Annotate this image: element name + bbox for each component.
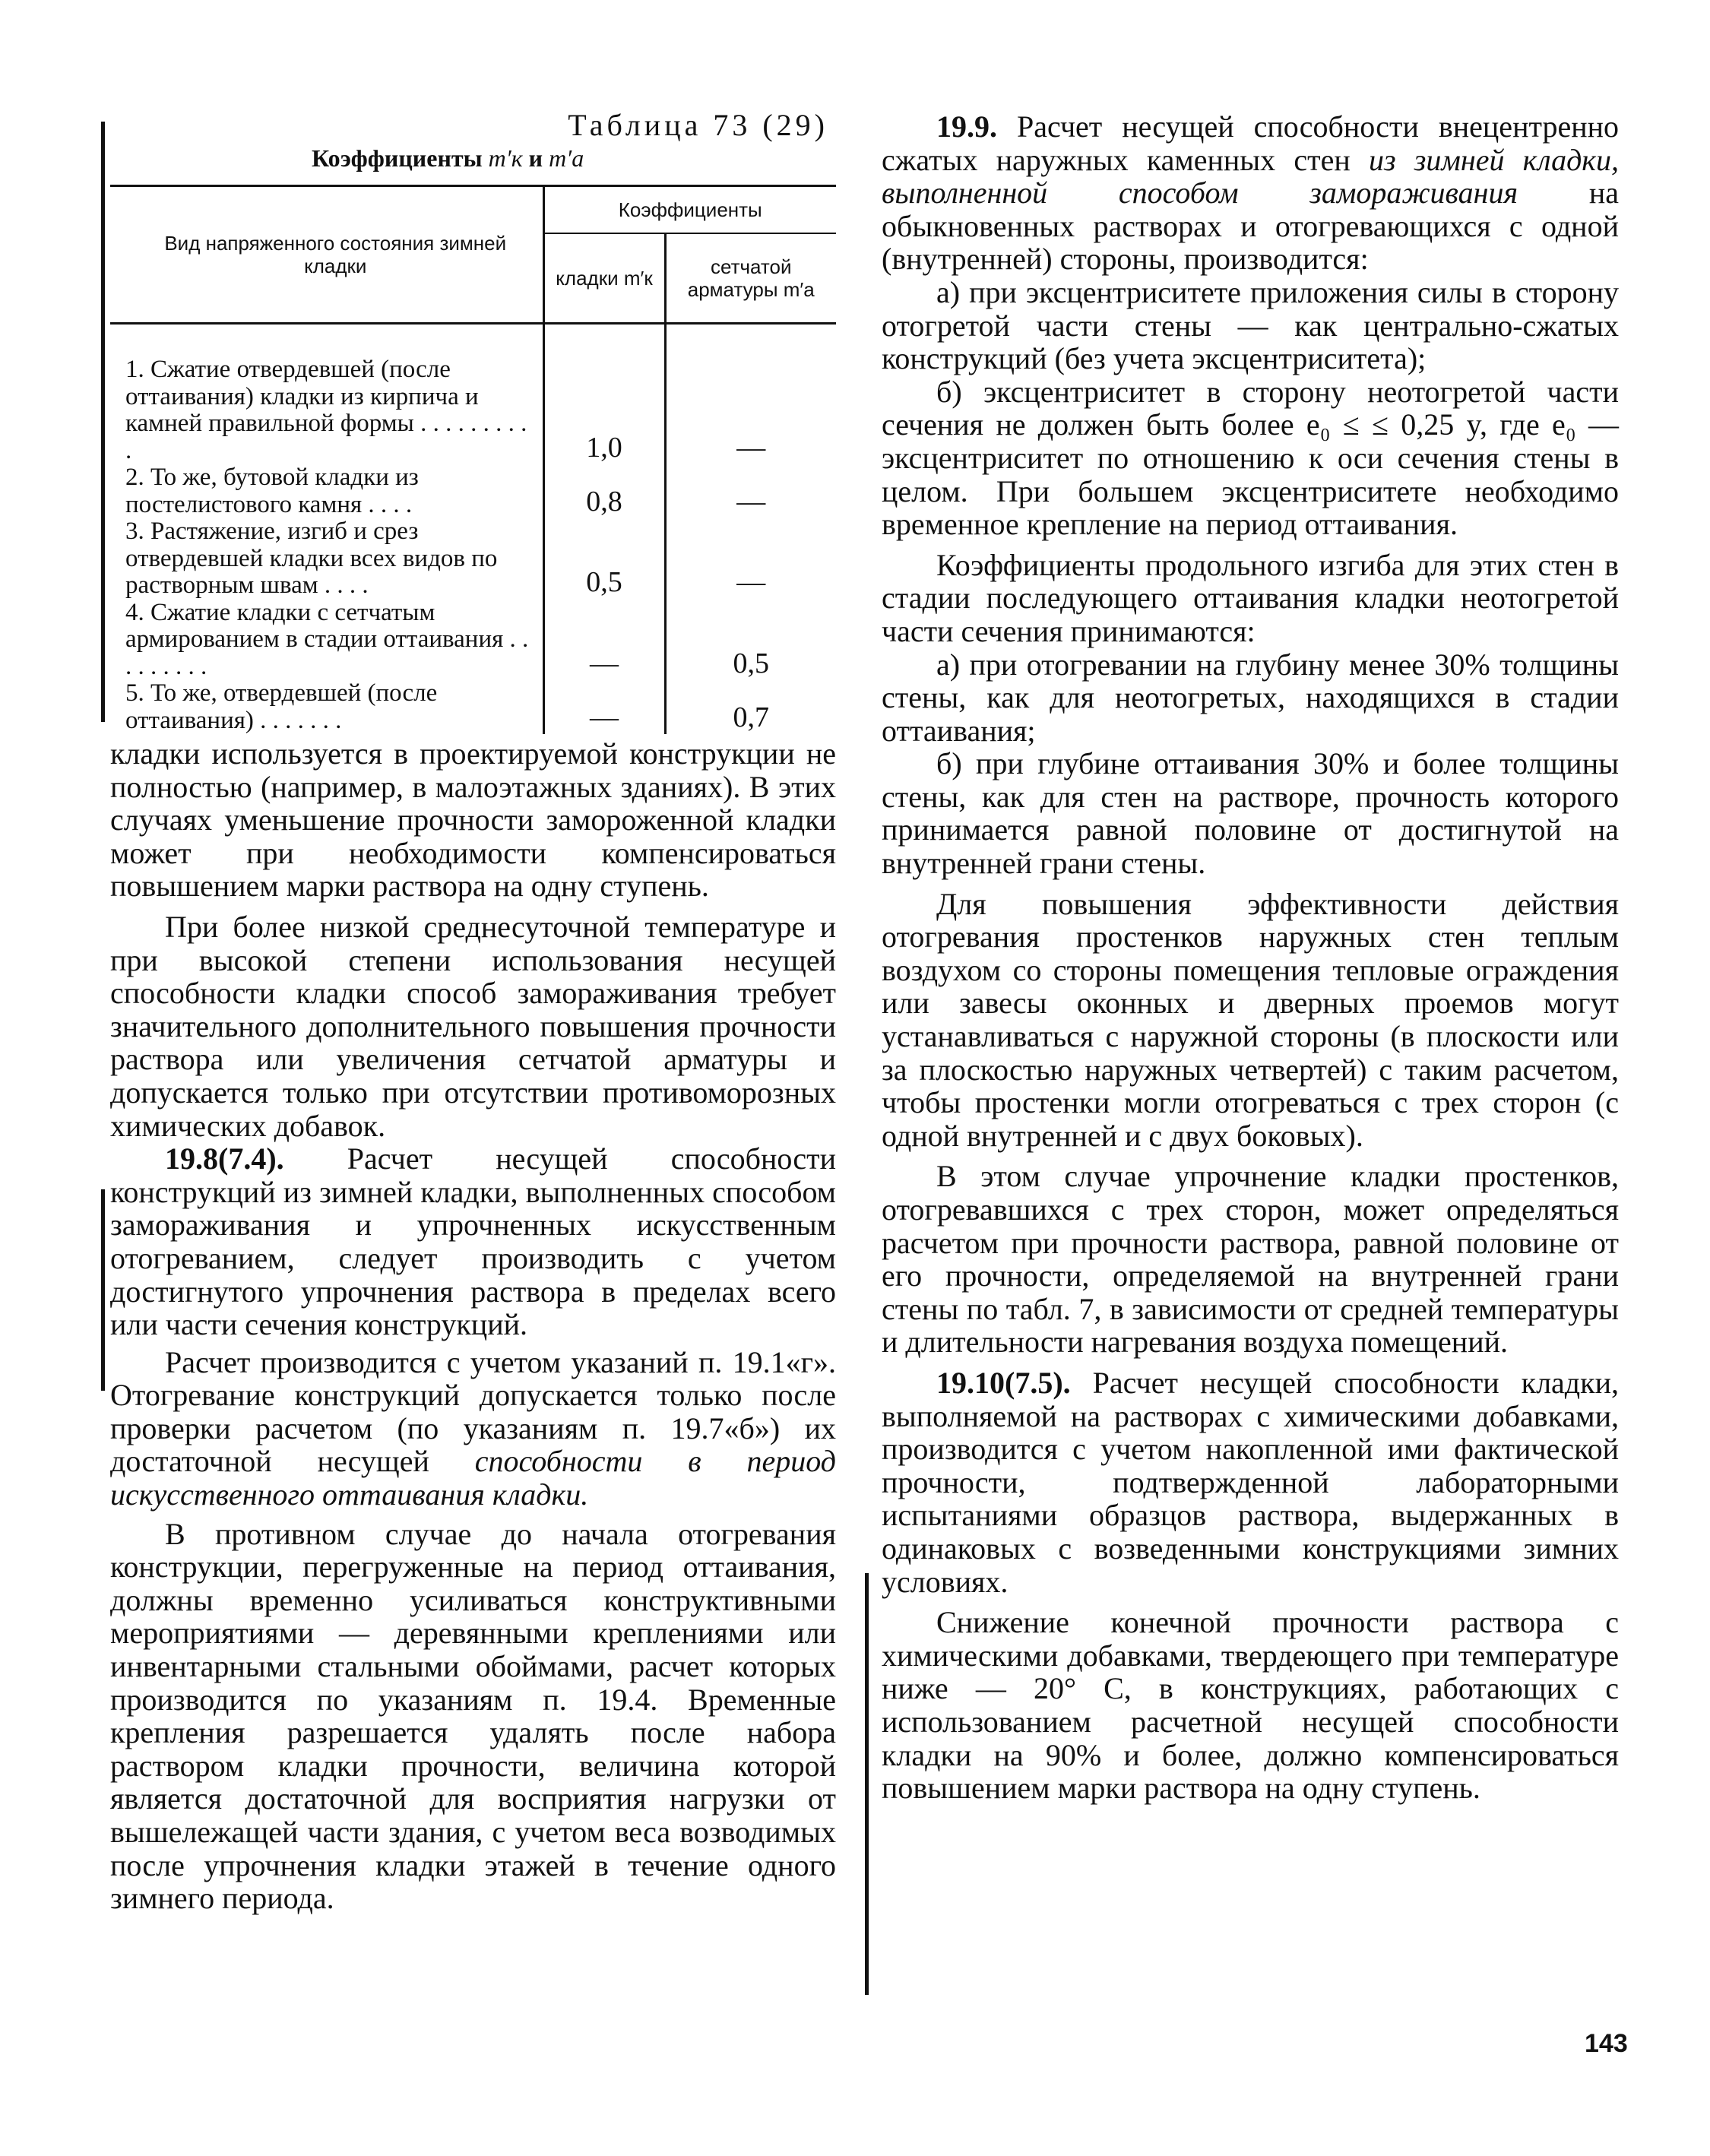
table-row bbox=[110, 518, 836, 600]
row-ma: — bbox=[665, 518, 836, 600]
paragraph: В противном случае до начала отогревания конструкции, перегруженные на период оттаивания, должны временно усиливаться конструктивными мероприятиями — деревянными креплениями или инвентарными стальными обоймами, расчет которых производится по указаниям п. 19.4. Временные крепления разрешается удалять после набора раствором кладки прочности, величина которой является достаточной для восприятия нагрузки от вышележащей части здания, с учетом веса возводимых после упрочнения кладки этажей в течение одного зимнего периода. bbox=[110, 1516, 836, 1916]
paragraph: Расчет производится с учетом указаний п. 19.1«г». Отогревание конструкций допускается только после проверки расчетом (по указаниям п. 19.7«б») их достаточной несущей способности в период искусственного оттаивания кладки. bbox=[110, 1344, 837, 1512]
row-ma: — bbox=[665, 324, 836, 465]
row-ma: 0,7 bbox=[665, 680, 836, 734]
change-bar-19-10 bbox=[865, 1573, 869, 1995]
table-caption: Коэффициенты m′к и m′а bbox=[312, 144, 584, 172]
section-number: 19.9. bbox=[936, 109, 997, 144]
paragraph: а) при отогревании на глубину менее 30% толщины стены, как для неотогретых, находящихся в стадии оттаивания; bbox=[882, 647, 1619, 748]
row-mk: 0,5 bbox=[543, 518, 665, 600]
header-coeffs: Коэффициенты bbox=[543, 186, 836, 234]
paragraph: б) при глубине оттаивания 30% и более толщины стены, как для стен на растворе, прочность которого принимается равной половине от достигнутой на внутренней грани стены. bbox=[882, 746, 1619, 881]
section-19-10: 19.10(7.5). Расчет несущей способности кладки, выполняемой на растворах с химическими добавками, производится с учетом накопленной ими фактической прочности, подтвержденной лабораторными испытаниями образцов раствора, выдержанных в одинаковых с возведенными конструкциями зимних условиях. bbox=[882, 1365, 1619, 1599]
row-desc: 2. То же, бутовой кладки из постелистового камня . . . . bbox=[125, 464, 419, 518]
paragraph: а) при эксцентриситете приложения силы в сторону отогретой части стены — как центрально-сжатых конструкций (без учета эксцентриситета); bbox=[882, 274, 1619, 376]
row-mk: 0,8 bbox=[543, 464, 665, 518]
row-ma: 0,5 bbox=[665, 600, 836, 681]
row-mk: — bbox=[543, 600, 665, 681]
paragraph: б) эксцентриситет в сторону неотогретой части сечения не должен быть более e₀ ≤ ≤ 0,25 y, где e₀ — эксцентриситет по отношению к оси сечения стены в целом. При большем эксцентриситете необходимо временное крепление на период оттаивания. bbox=[882, 374, 1619, 542]
header-mesh: сетчатой арматуры m′а bbox=[665, 233, 836, 324]
change-bar-19-8 bbox=[101, 1189, 105, 1391]
row-desc: 4. Сжатие кладки с сетчатым армированием в стадии оттаивания . . . . . . . . . bbox=[125, 598, 529, 680]
row-ma: — bbox=[665, 464, 836, 518]
left-column bbox=[110, 103, 836, 1915]
page-number: 143 bbox=[1585, 2029, 1628, 2058]
section-number: 19.10(7.5). bbox=[936, 1365, 1071, 1400]
right-column bbox=[882, 103, 1619, 1805]
paragraph: В этом случае упрочнение кладки простенков, отогревавшихся с трех сторон, может определяться расчетом при прочности раствора, равной половине от его прочности, определяемой на внутренней грани стены по табл. 7, в зависимости от средней температуры и длительности нагревания воздуха помещений. bbox=[882, 1159, 1619, 1360]
row-desc: 3. Растяжение, изгиб и срез отвердевшей кладки всех видов по растворным швам . . . . bbox=[125, 518, 498, 599]
header-masonry: кладки m′к bbox=[543, 233, 665, 324]
row-mk: — bbox=[543, 680, 665, 734]
table-row bbox=[110, 324, 836, 465]
paragraph: Снижение конечной прочности раствора с химическими добавками, твердеющего при температуре ниже — 20° С, в конструкциях, работающих с использованием расчетной несущей способности кладки на 90% и более, должно компенсироваться повышением марки раствора на одну ступень. bbox=[882, 1605, 1619, 1806]
table-row bbox=[110, 680, 836, 734]
section-19-9: 19.9. Расчет несущей способности внецентренно сжатых наружных каменных стен из зимней кладки, выполненной способом замораживания на обыкновенных растворах и отогревающихся с одной (внутренней) стороны, производится: bbox=[882, 109, 1620, 277]
paragraph: При более низкой среднесуточной температуре и при высокой степени использования несущей способности кладки способ замораживания требует значительного дополнительного повышения прочности раствора или увеличения сетчатой арматуры и допускается только при отсутствии противоморозных химических добавок. bbox=[110, 909, 836, 1143]
paragraph: Для повышения эффективности действия отогревания простенков наружных стен теплым воздухом со стороны помещения тепловые ограждения или завесы оконных и дверных проемов могут устанавливаться с наружной стороны (в плоскости или за плоскостью наружных четвертей) с таким расчетом, чтобы простенки могли отогреваться с трех сторон (с одной внутренней и с двух боковых). bbox=[882, 886, 1619, 1153]
table-row bbox=[110, 464, 836, 518]
row-mk: 1,0 bbox=[543, 324, 665, 465]
paragraph: кладки используется в проектируемой конструкции не полностью (например, в малоэтажных зданиях). В этих случаях уменьшение прочности замороженной кладки может при необходимости компенсироваться повышением марки раствора на одну ступень. bbox=[110, 736, 836, 904]
table-title: Таблица 73 (29) bbox=[568, 108, 828, 142]
paragraph: Коэффициенты продольного изгиба для этих стен в стадии последующего оттаивания кладки неотогретой части сечения принимаются: bbox=[882, 547, 1619, 648]
coefficients-table bbox=[110, 185, 836, 734]
table-header-area bbox=[110, 103, 836, 185]
table-row bbox=[110, 600, 836, 681]
section-19-8: 19.8(7.4). Расчет несущей способности конструкций из зимней кладки, выполненных способом замораживания и упрочненных искусственным отогреванием, следует производить с учетом достигнутого упрочнения раствора в пределах всего или части сечения конструкций. bbox=[110, 1141, 837, 1342]
section-number: 19.8(7.4). bbox=[165, 1141, 284, 1176]
row-desc: 1. Сжатие отвердевшей (после оттаивания) кладки из кирпича и камней правильной формы . . . . . . . . . . bbox=[125, 356, 527, 464]
row-desc: 5. То же, отвердевшей (после оттаивания) . . . . . . . bbox=[125, 679, 438, 734]
header-state: Вид напряженного состояния зимней кладки bbox=[110, 186, 543, 324]
change-bar-table bbox=[101, 122, 105, 722]
